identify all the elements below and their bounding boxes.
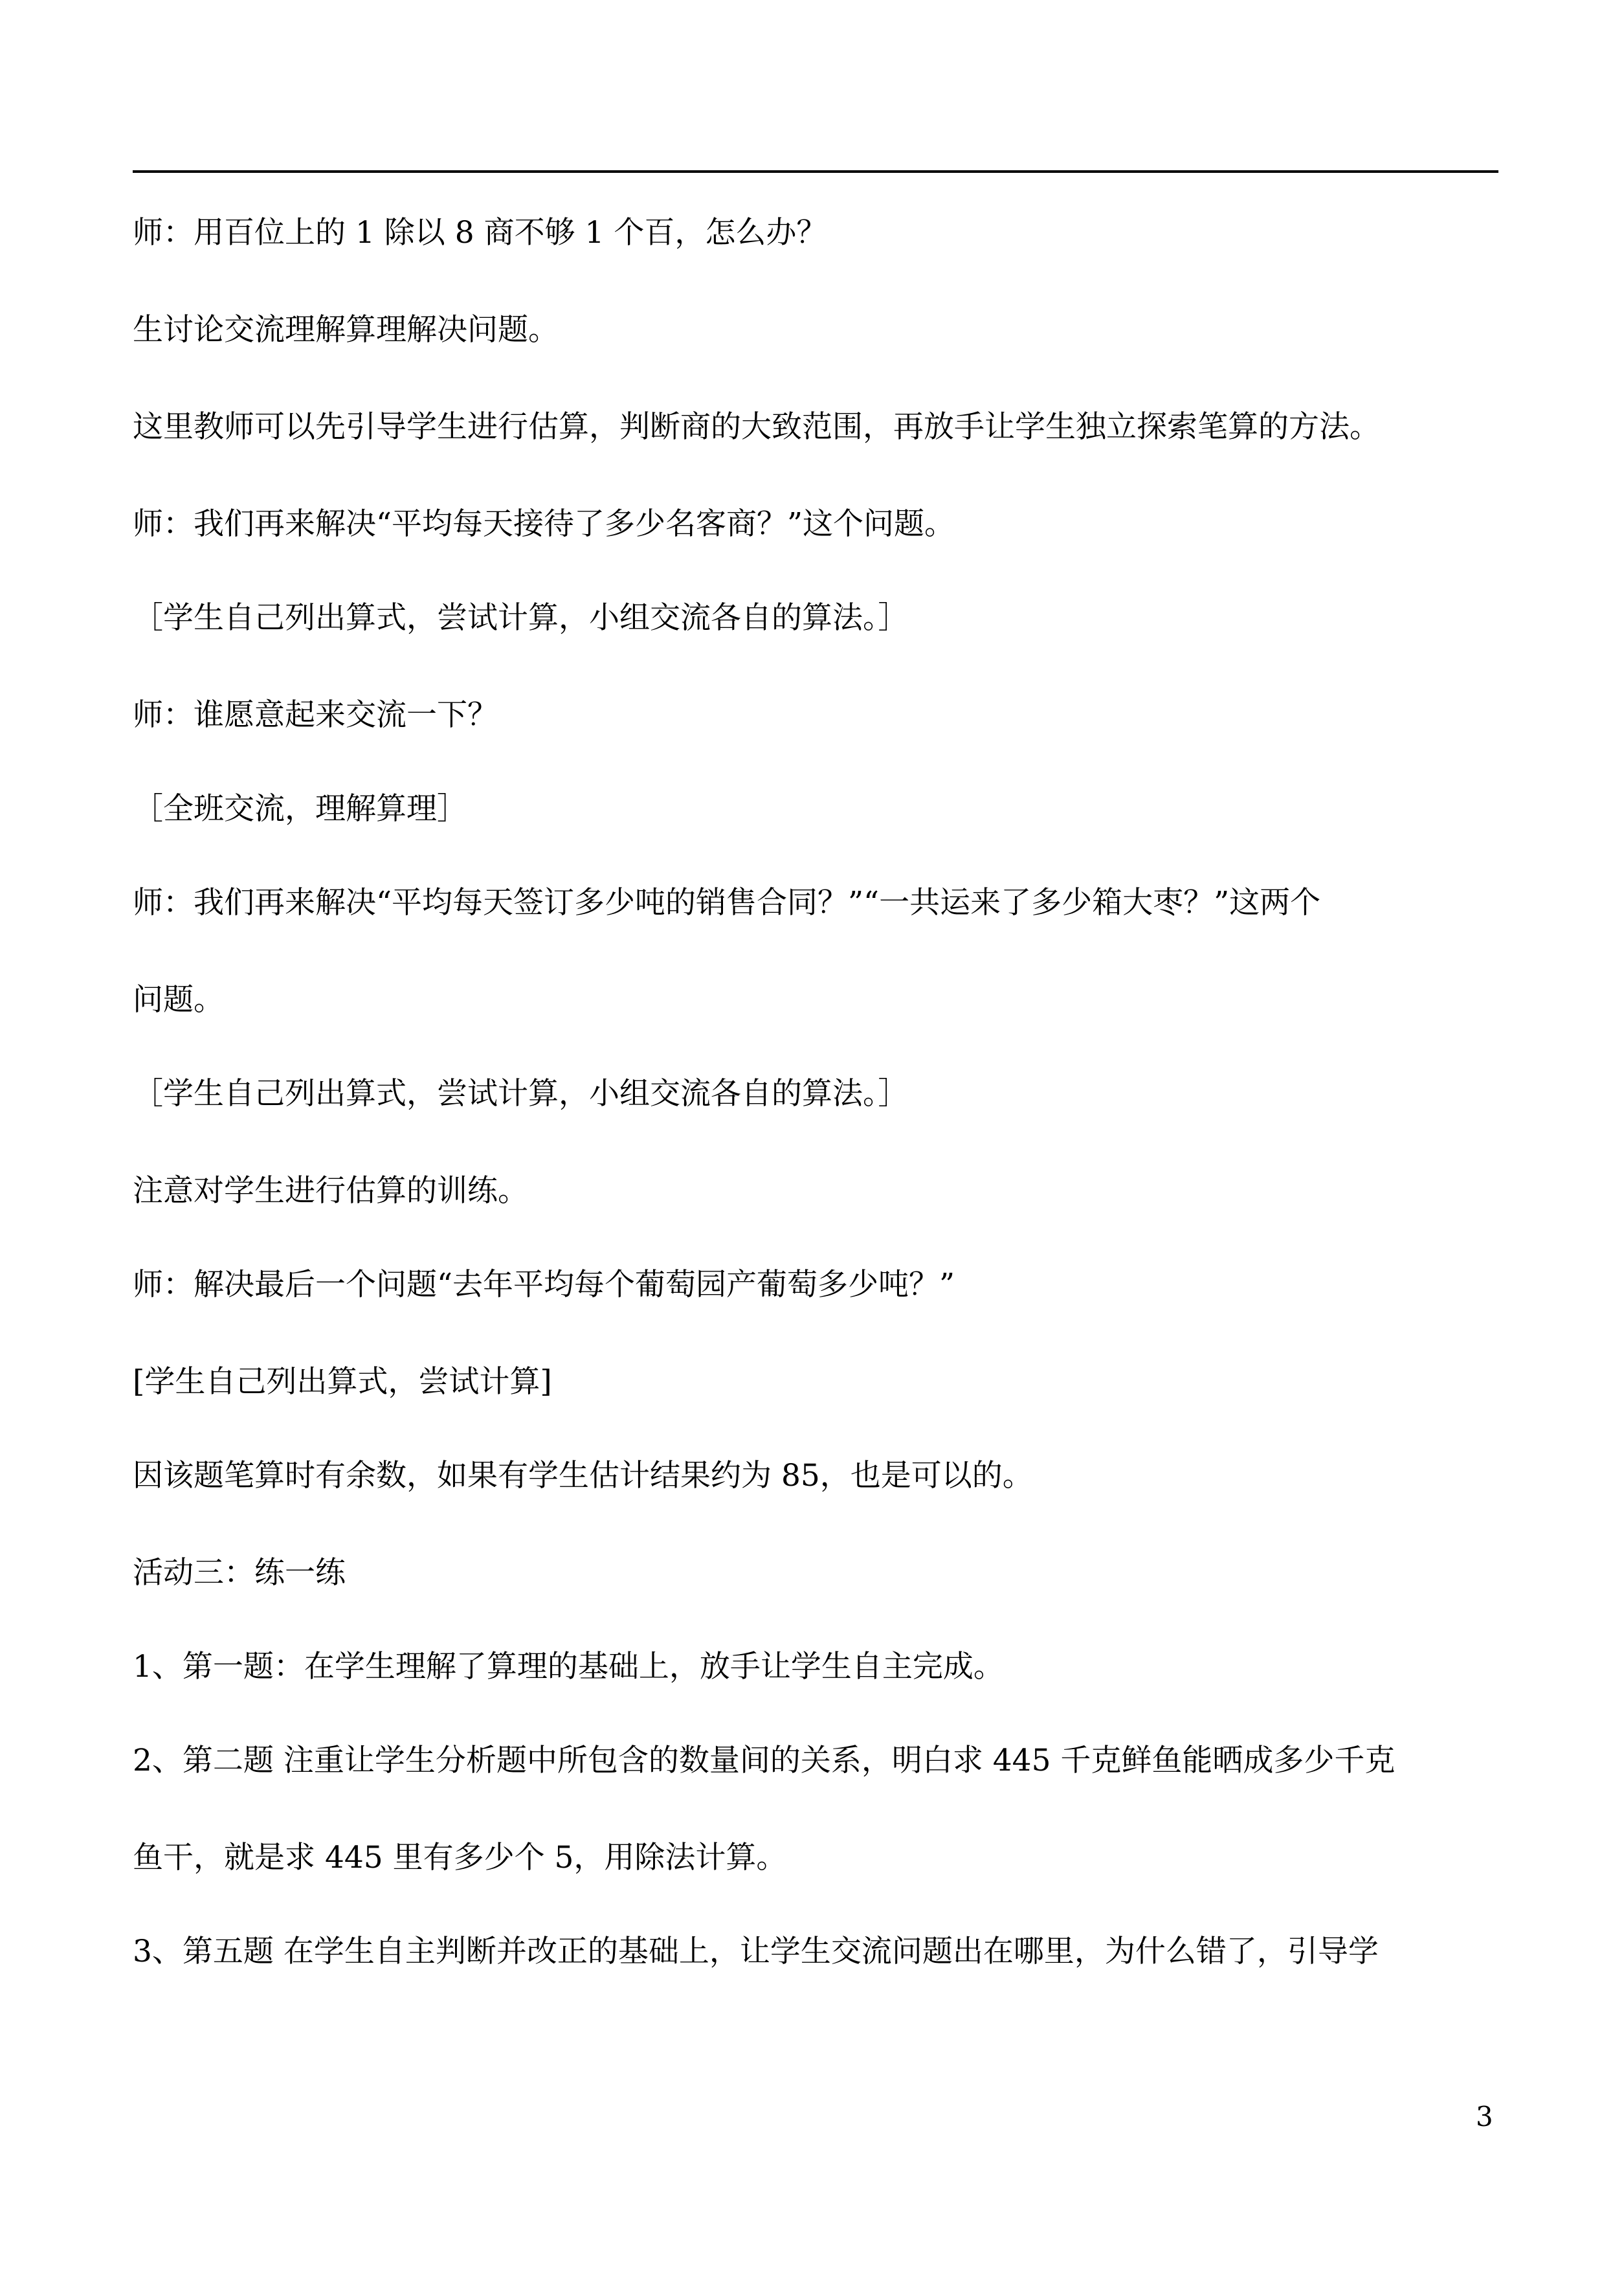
- text-line-14: 因该题笔算时有余数，如果有学生估计结果约为 85，也是可以的。: [133, 1458, 1033, 1493]
- text-line-3: 这里教师可以先引导学生进行估算，判断商的大致范围，再放手让学生独立探索笔算的方法。: [133, 409, 1380, 445]
- text-line-4: 师：我们再来解决“平均每天接待了多少名客商？”这个问题。: [133, 506, 955, 542]
- text-line-10: ［学生自己列出算式，尝试计算，小组交流各自的算法。］: [133, 1076, 909, 1112]
- text-line-8: 师：我们再来解决“平均每天签订多少吨的销售合同？”“一共运来了多少箱大枣？”这两个: [133, 885, 1321, 921]
- text-line-6: 师：谁愿意起来交流一下？: [133, 697, 498, 733]
- text-line-12: 师：解决最后一个问题“去年平均每个葡萄园产葡萄多少吨？”: [133, 1267, 955, 1303]
- text-line-2: 生讨论交流理解算理解决问题。: [133, 312, 559, 348]
- text-line-1: 师：用百位上的 1 除以 8 商不够 1 个百，怎么办？: [133, 215, 827, 251]
- text-line-5: ［学生自己列出算式，尝试计算，小组交流各自的算法。］: [133, 600, 909, 636]
- text-line-9: 问题。: [133, 982, 224, 1018]
- text-line-19: 3、第五题 在学生自主判断并改正的基础上，让学生交流问题出在哪里，为什么错了，引导学: [133, 1934, 1379, 1969]
- text-line-11: 注意对学生进行估算的训练。: [133, 1173, 528, 1209]
- text-line-17: 2、第二题 注重让学生分析题中所包含的数量间的关系，明白求 445 千克鲜鱼能晒成多少千克: [133, 1743, 1396, 1778]
- text-line-16: 1、第一题：在学生理解了算理的基础上，放手让学生自主完成。: [133, 1649, 1004, 1684]
- text-line-13: [学生自己列出算式，尝试计算]: [133, 1364, 552, 1400]
- page-number: 3: [1476, 2101, 1493, 2132]
- text-line-18: 鱼干，就是求 445 里有多少个 5，用除法计算。: [133, 1840, 787, 1875]
- header-rule: [133, 170, 1498, 173]
- text-line-15: 活动三：练一练: [133, 1555, 346, 1591]
- text-line-7: ［全班交流，理解算理］: [133, 791, 467, 827]
